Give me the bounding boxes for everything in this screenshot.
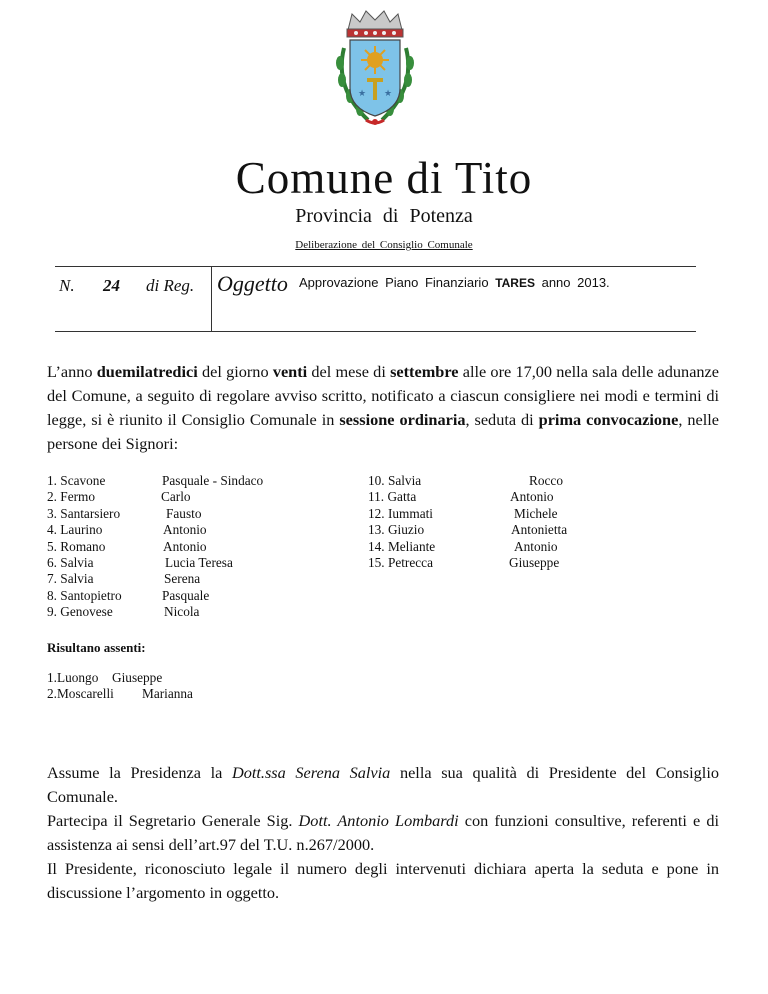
number-label: N.	[59, 276, 75, 295]
deliberation-label: Deliberazione del Consiglio Comunale	[295, 239, 473, 251]
list-item: 1. Scavone Pasquale - Sindaco	[47, 473, 264, 488]
list-item: 13. Giuzio Antonietta	[368, 522, 568, 538]
list-item: 11. Gatta Antonio	[368, 489, 554, 505]
svg-text:★: ★	[384, 89, 393, 99]
list-item: 5. Romano Antonio	[47, 538, 207, 554]
table-bottom-rule	[55, 331, 696, 332]
municipality-title: Comune di Tito	[235, 153, 533, 203]
registry-label: di Reg.	[146, 276, 195, 295]
list-item: 14. Meliante Antonio	[368, 538, 558, 554]
list-item: 1.Luongo Giuseppe	[47, 670, 163, 685]
subject-text: Approvazione Piano Finanziario TARES anno 2013.	[299, 275, 610, 290]
list-item: 6. Salvia Lucia Teresa	[47, 554, 233, 570]
municipal-crest-icon	[330, 8, 420, 133]
list-item: 2. Fermo Carlo	[47, 489, 191, 505]
registry-number: 24	[103, 276, 120, 295]
present-list-right	[368, 473, 608, 571]
list-item: 2.Moscarelli Marianna	[47, 686, 193, 702]
list-item: 7. Salvia Serena	[47, 571, 201, 587]
list-item: 4. Laurino Antonio	[47, 522, 207, 538]
closing-paragraph: Il Presidente, riconosciuto legale il numero degli intervenuti dichiara aperta la seduta e pone in discussione l’argomento in oggetto.	[47, 859, 719, 902]
list-item: 9. Genovese Nicola	[47, 604, 200, 620]
table-top-rule	[55, 266, 696, 267]
province-name: Provincia di Potenza	[295, 205, 473, 227]
intro-paragraph: L’anno duemilatredici del giorno venti del mese di settembre alle ore 17,00 nella sala delle adunanze del Comune, a seguito di regolare avviso scritto, notificato a ciascun consigliere nei modi e termini di legge, si è riunito il Consiglio Comunale in sessione ordinaria, seduta di prima convocazione, nelle persone dei Signori:	[47, 362, 720, 453]
list-item: 12. Iummati Michele	[368, 505, 558, 521]
absent-heading: Risultano assenti:	[47, 640, 146, 655]
list-item: 15. Petrecca Giuseppe	[368, 554, 560, 570]
list-item: 3. Santarsiero Fausto	[47, 505, 202, 521]
table-divider	[211, 266, 212, 332]
present-list-left	[47, 473, 307, 621]
crown-icon	[347, 11, 403, 37]
svg-text:★: ★	[358, 89, 367, 99]
list-item: 8. Santopietro Pasquale	[47, 587, 210, 603]
absent-list	[47, 670, 247, 703]
presidency-paragraph: Assume la Presidenza la Dott.ssa Serena Salvia nella sua qualità di Presidente del Consiglio Comunale.	[47, 763, 719, 806]
subject-label: Oggetto	[217, 271, 288, 296]
secretary-paragraph: Partecipa il Segretario Generale Sig. Dott. Antonio Lombardi con funzioni consultive, referenti e di assistenza ai sensi dell’art.97 del T.U. n.267/2000.	[47, 811, 720, 854]
list-item: 10. Salvia Rocco	[368, 473, 563, 488]
